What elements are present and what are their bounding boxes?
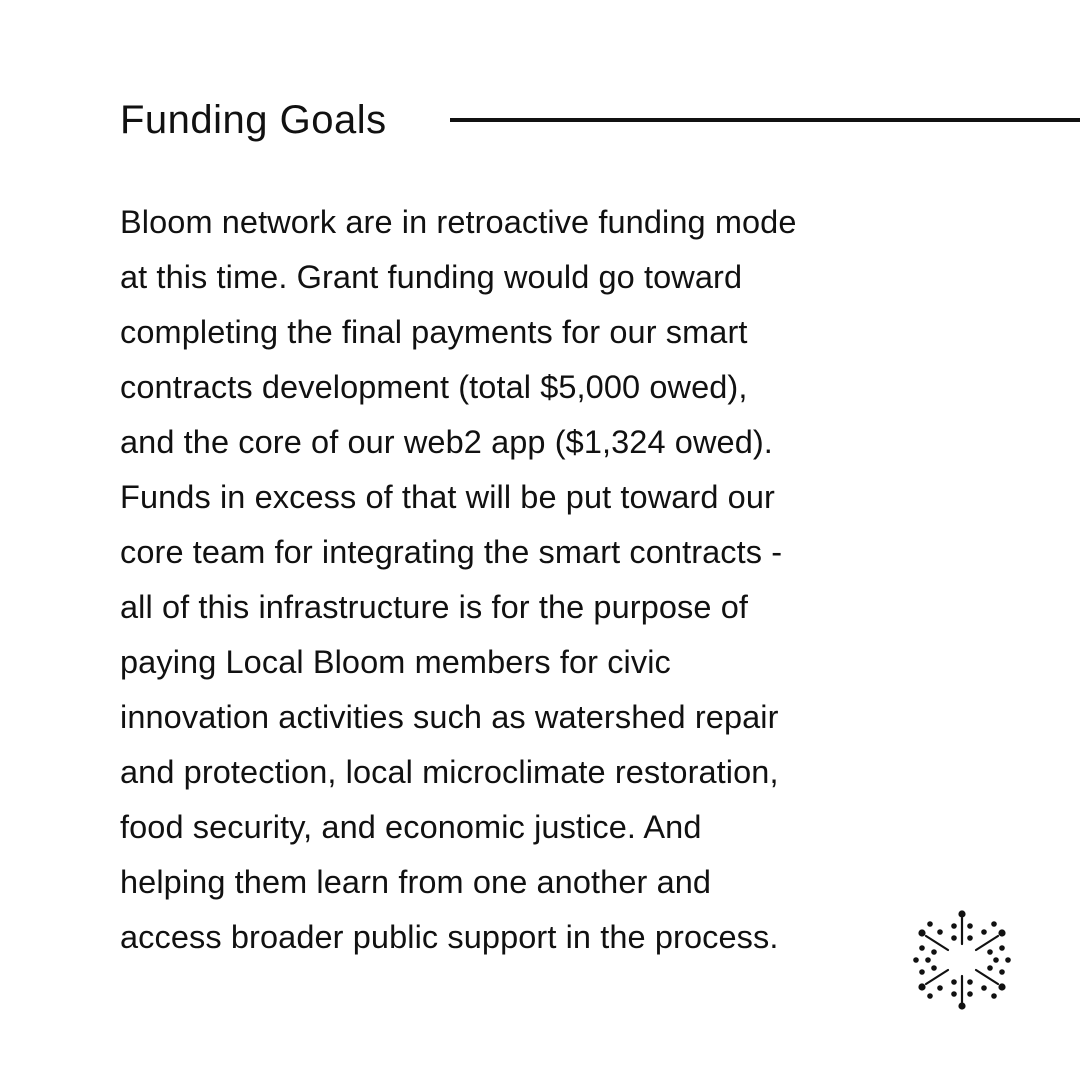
body-line: and protection, local microclimate restoration, <box>120 754 779 790</box>
heading-row <box>120 92 1080 148</box>
body-line: completing the final payments for our smart <box>120 314 748 350</box>
body-paragraph <box>120 195 910 965</box>
body-line: contracts development (total $5,000 owed), <box>120 369 748 405</box>
body-line: access broader public support in the process. <box>120 919 779 955</box>
body-line: paying Local Bloom members for civic <box>120 644 671 680</box>
body-line: food security, and economic justice. And <box>120 809 702 845</box>
body-line: and the core of our web2 app ($1,324 owed). <box>120 424 773 460</box>
body-line: at this time. Grant funding would go toward <box>120 259 743 295</box>
body-line: helping them learn from one another and <box>120 864 712 900</box>
page-title: Funding Goals <box>120 98 387 142</box>
body-line: all of this infrastructure is for the purpose of <box>120 589 749 625</box>
body-line: Funds in excess of that will be put toward our <box>120 479 775 515</box>
bloom-network-logo-icon <box>912 908 1012 1012</box>
body-line: Bloom network are in retroactive funding mode <box>120 204 797 240</box>
body-line: innovation activities such as watershed repair <box>120 699 779 735</box>
body-line: core team for integrating the smart contracts - <box>120 534 783 570</box>
heading-divider <box>450 118 1080 122</box>
